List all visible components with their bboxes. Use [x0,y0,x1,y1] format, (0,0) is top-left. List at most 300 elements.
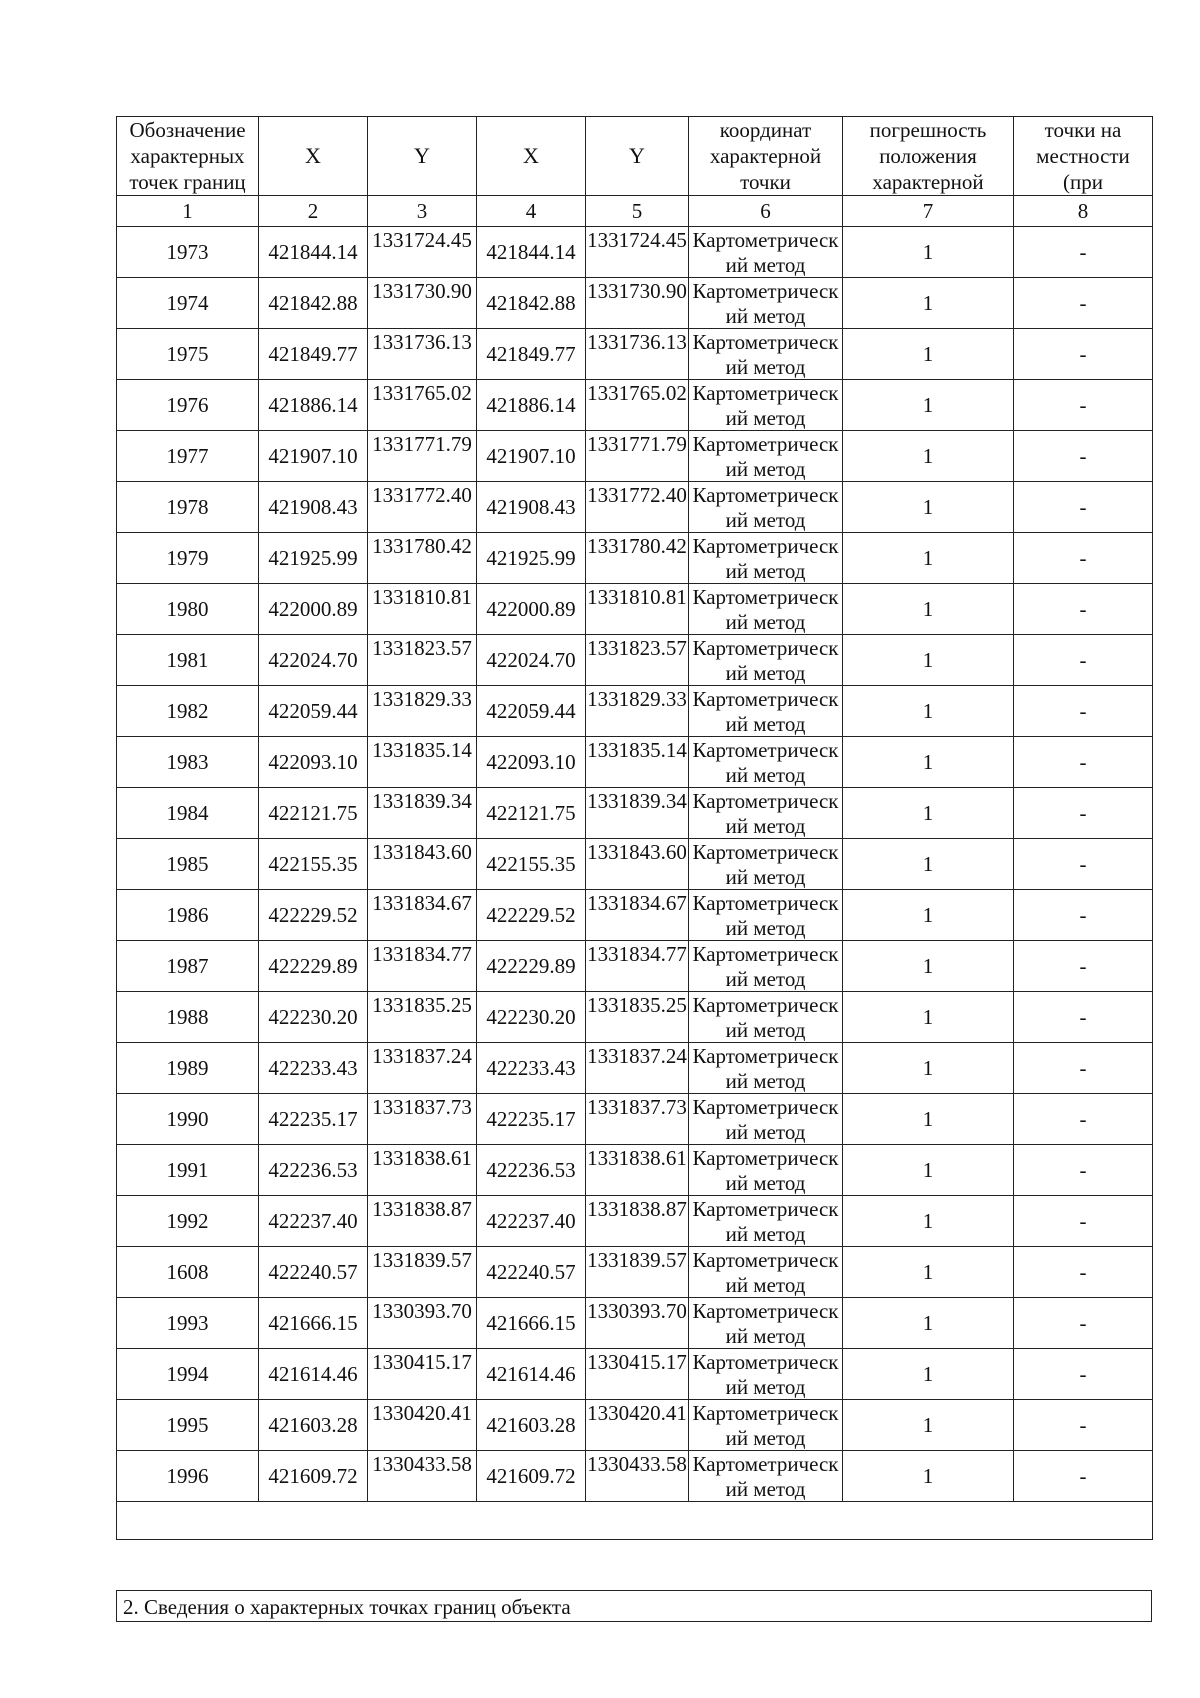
y-refined-value: 1331772.40 [587,483,687,507]
method-cell [689,1349,843,1400]
header-text-line: погрешность [869,118,987,142]
x-existing-cell: 421614.46 [259,1349,368,1400]
table-row [117,839,1153,890]
table-row [117,1349,1153,1400]
point-id-cell: 1981 [117,635,259,686]
description-cell: - [1014,635,1153,686]
error-cell: 1 [843,380,1014,431]
column-number: 5 [586,196,689,227]
y-refined-value: 1331839.57 [587,1248,687,1272]
y-existing-cell [368,380,477,431]
description-cell: - [1014,890,1153,941]
y-refined-value: 1330433.58 [587,1452,687,1476]
point-id-cell: 1990 [117,1094,259,1145]
y-refined-cell [586,941,689,992]
method-cell [689,941,843,992]
table-header-row [117,117,1153,196]
y-refined-value: 1331780.42 [587,534,687,558]
header-position-error [843,117,1014,196]
y-existing-cell [368,1298,477,1349]
description-cell: - [1014,1145,1153,1196]
x-existing-cell: 422240.57 [259,1247,368,1298]
boundary-points-table [116,116,1153,1540]
column-number: 2 [259,196,368,227]
error-cell: 1 [843,941,1014,992]
method-value: Картометрический метод [692,381,839,430]
y-refined-cell [586,1349,689,1400]
y-existing-value: 1331835.14 [372,738,472,762]
y-refined-cell [586,431,689,482]
error-cell: 1 [843,737,1014,788]
y-refined-cell [586,329,689,380]
method-cell [689,788,843,839]
y-existing-value: 1331834.67 [372,891,472,915]
method-cell [689,380,843,431]
empty-row [117,1502,1153,1540]
description-cell: - [1014,737,1153,788]
y-refined-value: 1331838.87 [587,1197,687,1221]
y-existing-value: 1330415.17 [372,1350,472,1374]
y-refined-cell [586,1196,689,1247]
method-cell [689,1298,843,1349]
table-row [117,533,1153,584]
x-existing-cell: 421849.77 [259,329,368,380]
y-refined-value: 1331835.14 [587,738,687,762]
empty-cell [117,1502,1153,1540]
x-refined-cell: 422229.89 [477,941,586,992]
y-refined-cell [586,278,689,329]
error-cell: 1 [843,1298,1014,1349]
error-cell: 1 [843,992,1014,1043]
y-refined-value: 1331834.77 [587,942,687,966]
table-row [117,737,1153,788]
error-cell: 1 [843,431,1014,482]
method-cell [689,635,843,686]
method-value: Картометрический метод [692,1044,839,1093]
method-value: Картометрический метод [692,279,839,328]
error-cell: 1 [843,890,1014,941]
method-value: Картометрический метод [692,585,839,634]
header-text-line: характерной [872,170,984,194]
point-id-cell: 1984 [117,788,259,839]
y-refined-cell [586,1043,689,1094]
description-cell: - [1014,329,1153,380]
method-cell [689,1400,843,1451]
description-cell: - [1014,992,1153,1043]
x-existing-cell: 422233.43 [259,1043,368,1094]
table-row [117,890,1153,941]
description-cell: - [1014,1400,1153,1451]
table-row [117,227,1153,278]
y-existing-value: 1331810.81 [372,585,472,609]
y-existing-value: 1331724.45 [372,228,472,252]
y-existing-cell [368,584,477,635]
y-existing-cell [368,1196,477,1247]
method-value: Картометрический метод [692,942,839,991]
y-refined-cell [586,584,689,635]
header-x-existing: X [259,117,368,196]
y-existing-value: 1331838.61 [372,1146,472,1170]
description-cell: - [1014,431,1153,482]
error-cell: 1 [843,1400,1014,1451]
point-id-cell: 1993 [117,1298,259,1349]
x-existing-cell: 421925.99 [259,533,368,584]
table-row [117,788,1153,839]
y-existing-cell [368,635,477,686]
x-existing-cell: 422093.10 [259,737,368,788]
y-existing-cell [368,890,477,941]
y-existing-value: 1331780.42 [372,534,472,558]
method-value: Картометрический метод [692,432,839,481]
point-id-cell: 1973 [117,227,259,278]
point-id-cell: 1986 [117,890,259,941]
method-cell [689,533,843,584]
method-value: Картометрический метод [692,993,839,1042]
x-refined-cell: 422240.57 [477,1247,586,1298]
table-row [117,1400,1153,1451]
x-refined-cell: 422155.35 [477,839,586,890]
y-refined-cell [586,1298,689,1349]
y-existing-cell [368,227,477,278]
y-refined-value: 1331730.90 [587,279,687,303]
header-coordinate-method [689,117,843,196]
header-text-line: местности [1036,144,1130,168]
description-cell: - [1014,788,1153,839]
error-cell: 1 [843,533,1014,584]
column-number: 7 [843,196,1014,227]
point-id-cell: 1977 [117,431,259,482]
column-number: 4 [477,196,586,227]
y-existing-cell [368,1349,477,1400]
method-value: Картометрический метод [692,840,839,889]
description-cell: - [1014,227,1153,278]
y-existing-cell [368,1451,477,1502]
y-refined-value: 1331837.24 [587,1044,687,1068]
method-value: Картометрический метод [692,534,839,583]
y-refined-value: 1331839.34 [587,789,687,813]
method-value: Картометрический метод [692,636,839,685]
y-refined-cell [586,227,689,278]
x-existing-cell: 422229.89 [259,941,368,992]
x-existing-cell: 421844.14 [259,227,368,278]
x-existing-cell: 421666.15 [259,1298,368,1349]
method-value: Картометрический метод [692,1299,839,1348]
error-cell: 1 [843,584,1014,635]
table-row [117,1043,1153,1094]
y-existing-value: 1331730.90 [372,279,472,303]
table-row [117,380,1153,431]
y-existing-value: 1331839.34 [372,789,472,813]
error-cell: 1 [843,329,1014,380]
y-existing-cell [368,431,477,482]
y-existing-value: 1331838.87 [372,1197,472,1221]
error-cell: 1 [843,686,1014,737]
point-id-cell: 1975 [117,329,259,380]
x-refined-cell: 421614.46 [477,1349,586,1400]
description-cell: - [1014,1298,1153,1349]
y-refined-value: 1331724.45 [587,228,687,252]
y-existing-cell [368,1043,477,1094]
header-text-line: точки [740,170,791,194]
method-cell [689,584,843,635]
table-row [117,482,1153,533]
method-value: Картометрический метод [692,1197,839,1246]
x-refined-cell: 421842.88 [477,278,586,329]
method-cell [689,329,843,380]
point-id-cell: 1985 [117,839,259,890]
x-existing-cell: 422237.40 [259,1196,368,1247]
x-refined-cell: 421849.77 [477,329,586,380]
y-refined-value: 1331771.79 [587,432,687,456]
y-existing-value: 1331839.57 [372,1248,472,1272]
x-refined-cell: 422024.70 [477,635,586,686]
header-y-refined: Y [586,117,689,196]
y-refined-cell [586,1094,689,1145]
method-value: Картометрический метод [692,330,839,379]
method-cell [689,278,843,329]
column-number: 6 [689,196,843,227]
header-text-line: характерной [709,144,822,168]
y-refined-value: 1330415.17 [587,1350,687,1374]
method-value: Картометрический метод [692,687,839,736]
y-existing-cell [368,839,477,890]
header-text-line: (при [1063,170,1103,194]
y-refined-cell [586,1400,689,1451]
error-cell: 1 [843,1094,1014,1145]
description-cell: - [1014,533,1153,584]
table-row [117,992,1153,1043]
x-refined-cell: 421886.14 [477,380,586,431]
point-id-cell: 1995 [117,1400,259,1451]
y-existing-cell [368,992,477,1043]
y-existing-value: 1330420.41 [372,1401,472,1425]
y-refined-value: 1331736.13 [587,330,687,354]
table-row [117,1145,1153,1196]
y-refined-cell [586,992,689,1043]
point-id-cell: 1974 [117,278,259,329]
method-cell [689,1196,843,1247]
header-text-line: координат [719,118,812,142]
point-id-cell: 1989 [117,1043,259,1094]
y-existing-value: 1331829.33 [372,687,472,711]
x-refined-cell: 421907.10 [477,431,586,482]
method-value: Картометрический метод [692,1452,839,1501]
table-row [117,278,1153,329]
x-refined-cell: 422059.44 [477,686,586,737]
x-refined-cell: 421603.28 [477,1400,586,1451]
error-cell: 1 [843,1451,1014,1502]
point-id-cell: 1991 [117,1145,259,1196]
x-refined-cell: 422121.75 [477,788,586,839]
method-cell [689,1043,843,1094]
table-row [117,1298,1153,1349]
y-existing-value: 1331843.60 [372,840,472,864]
description-cell: - [1014,1196,1153,1247]
y-refined-cell [586,890,689,941]
error-cell: 1 [843,278,1014,329]
table-row [117,941,1153,992]
method-cell [689,1247,843,1298]
x-refined-cell: 421666.15 [477,1298,586,1349]
point-id-cell: 1996 [117,1451,259,1502]
error-cell: 1 [843,839,1014,890]
y-refined-cell [586,635,689,686]
method-cell [689,686,843,737]
table-row [117,1196,1153,1247]
description-cell: - [1014,380,1153,431]
y-existing-value: 1331835.25 [372,993,472,1017]
table-row [117,431,1153,482]
column-number: 1 [117,196,259,227]
y-refined-value: 1331823.57 [587,636,687,660]
y-refined-value: 1331838.61 [587,1146,687,1170]
header-point-designation [117,117,259,196]
method-value: Картометрический метод [692,1095,839,1144]
y-existing-value: 1331771.79 [372,432,472,456]
method-value: Картометрический метод [692,789,839,838]
x-existing-cell: 422000.89 [259,584,368,635]
y-existing-cell [368,788,477,839]
y-refined-cell [586,1247,689,1298]
error-cell: 1 [843,1043,1014,1094]
x-existing-cell: 421842.88 [259,278,368,329]
y-existing-cell [368,278,477,329]
error-cell: 1 [843,227,1014,278]
method-value: Картометрический метод [692,891,839,940]
method-value: Картометрический метод [692,1146,839,1195]
y-refined-cell [586,788,689,839]
section-title: 2. Сведения о характерных точках границ объекта [116,1590,1152,1622]
point-id-cell: 1976 [117,380,259,431]
method-cell [689,431,843,482]
point-id-cell: 1983 [117,737,259,788]
description-cell: - [1014,839,1153,890]
error-cell: 1 [843,1145,1014,1196]
x-existing-cell: 421908.43 [259,482,368,533]
x-existing-cell: 422059.44 [259,686,368,737]
point-id-cell: 1978 [117,482,259,533]
error-cell: 1 [843,1349,1014,1400]
method-cell [689,227,843,278]
y-existing-cell [368,533,477,584]
header-x-refined: X [477,117,586,196]
error-cell: 1 [843,788,1014,839]
x-existing-cell: 421603.28 [259,1400,368,1451]
y-existing-cell [368,1400,477,1451]
x-refined-cell: 422229.52 [477,890,586,941]
method-cell [689,737,843,788]
column-number: 3 [368,196,477,227]
table-row [117,329,1153,380]
x-refined-cell: 421925.99 [477,533,586,584]
x-refined-cell: 421844.14 [477,227,586,278]
method-value: Картометрический метод [692,483,839,532]
method-cell [689,482,843,533]
description-cell: - [1014,1094,1153,1145]
x-existing-cell: 421609.72 [259,1451,368,1502]
point-id-cell: 1980 [117,584,259,635]
y-existing-value: 1331823.57 [372,636,472,660]
y-refined-cell [586,1451,689,1502]
description-cell: - [1014,584,1153,635]
x-refined-cell: 422093.10 [477,737,586,788]
method-value: Картометрический метод [692,1248,839,1297]
description-cell: - [1014,1247,1153,1298]
description-cell: - [1014,1451,1153,1502]
y-existing-value: 1331837.73 [372,1095,472,1119]
x-existing-cell: 422024.70 [259,635,368,686]
description-cell: - [1014,686,1153,737]
table-row [117,1451,1153,1502]
header-text-line: характерных [130,144,245,168]
y-existing-value: 1330433.58 [372,1452,472,1476]
point-id-cell: 1982 [117,686,259,737]
x-existing-cell: 422230.20 [259,992,368,1043]
y-refined-cell [586,533,689,584]
x-refined-cell: 422233.43 [477,1043,586,1094]
y-refined-value: 1331837.73 [587,1095,687,1119]
y-existing-cell [368,737,477,788]
x-existing-cell: 422155.35 [259,839,368,890]
header-text-line: Обозначение [129,118,246,142]
y-refined-value: 1331835.25 [587,993,687,1017]
method-cell [689,1145,843,1196]
x-refined-cell: 422237.40 [477,1196,586,1247]
x-refined-cell: 421609.72 [477,1451,586,1502]
y-existing-value: 1331736.13 [372,330,472,354]
table-row [117,584,1153,635]
y-existing-value: 1330393.70 [372,1299,472,1323]
point-id-cell: 1992 [117,1196,259,1247]
y-refined-cell [586,380,689,431]
point-id-cell: 1987 [117,941,259,992]
method-cell [689,992,843,1043]
header-text-line: положения [879,144,977,168]
x-refined-cell: 422000.89 [477,584,586,635]
y-existing-cell [368,1247,477,1298]
header-y-existing: Y [368,117,477,196]
y-existing-value: 1331834.77 [372,942,472,966]
y-existing-cell [368,1145,477,1196]
y-refined-value: 1331829.33 [587,687,687,711]
x-existing-cell: 422229.52 [259,890,368,941]
method-cell [689,1094,843,1145]
y-refined-cell [586,482,689,533]
x-existing-cell: 422236.53 [259,1145,368,1196]
method-value: Картометрический метод [692,1401,839,1450]
table-row [117,635,1153,686]
x-existing-cell: 421886.14 [259,380,368,431]
y-refined-cell [586,686,689,737]
header-point-description [1014,117,1153,196]
x-refined-cell: 422236.53 [477,1145,586,1196]
error-cell: 1 [843,1247,1014,1298]
y-refined-cell [586,1145,689,1196]
method-value: Картометрический метод [692,738,839,787]
error-cell: 1 [843,482,1014,533]
y-existing-cell [368,686,477,737]
method-cell [689,839,843,890]
method-value: Картометрический метод [692,1350,839,1399]
description-cell: - [1014,1349,1153,1400]
description-cell: - [1014,941,1153,992]
y-existing-cell [368,482,477,533]
error-cell: 1 [843,1196,1014,1247]
y-refined-value: 1331843.60 [587,840,687,864]
header-text-line: точек границ [129,170,246,194]
x-refined-cell: 422235.17 [477,1094,586,1145]
table-row [117,1247,1153,1298]
